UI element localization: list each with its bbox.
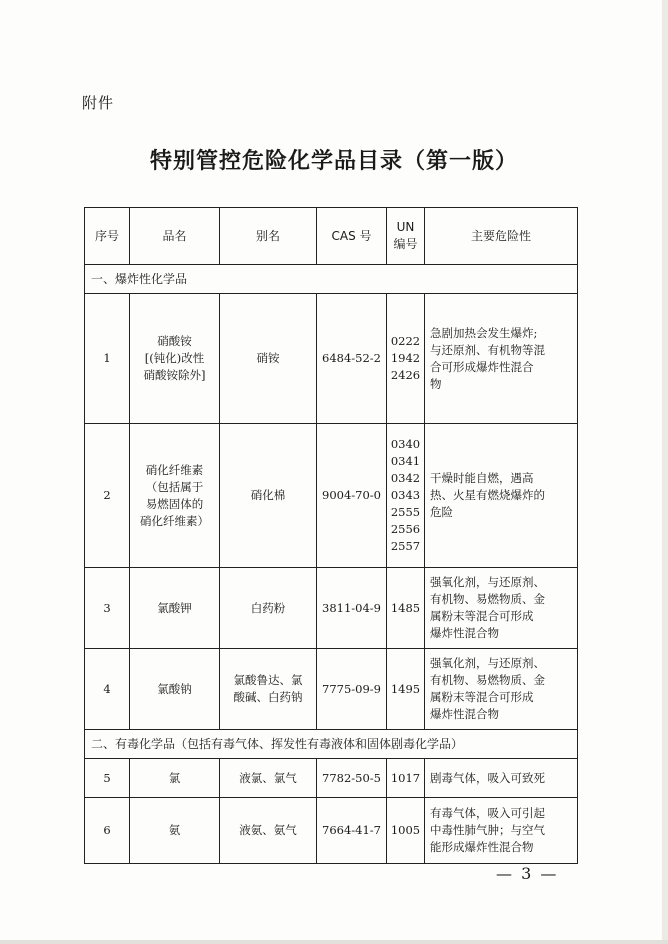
document-title: 特别管控危险化学品目录（第一版） — [149, 149, 518, 174]
hazard-line: 合可形成爆炸性混合 — [430, 359, 534, 374]
un-number: 0343 — [390, 488, 421, 502]
hazard-line: 危险 — [430, 505, 453, 519]
alias-line: 白药粉 — [250, 600, 286, 615]
name-line: 易燃固体的 — [145, 496, 204, 511]
row-name — [130, 798, 220, 864]
alias-line: 氯酸鲁达、氯 — [233, 673, 303, 687]
row-un — [387, 649, 425, 730]
table-row — [85, 649, 578, 730]
section-row — [85, 265, 578, 294]
un-number: 1495 — [390, 681, 421, 696]
header-hazard: 主要危险性 — [425, 208, 578, 265]
row-un — [387, 294, 425, 424]
header-seq: 序号 — [85, 208, 130, 265]
hazard-line: 急剧加热会发生爆炸; — [430, 325, 538, 340]
name-line: 氯酸钠 — [157, 681, 192, 696]
row-alias — [220, 649, 317, 730]
alias-line: 液氯、氯气 — [239, 770, 297, 785]
name-line: 硝化纤维素 — [145, 462, 204, 477]
row-hazard — [425, 759, 578, 798]
row-name — [130, 649, 220, 730]
header-un — [387, 208, 425, 265]
hazard-line: 爆炸性混合物 — [430, 707, 499, 721]
row-seq: 4 — [85, 649, 130, 730]
un-number: 0342 — [390, 471, 421, 485]
alias-line: 硝化棉 — [250, 488, 286, 502]
row-hazard — [425, 294, 578, 424]
hazard-line: 与还原剂、有机物等混 — [430, 342, 545, 357]
un-number: 1017 — [390, 770, 421, 785]
row-un — [387, 568, 425, 649]
alias-line: 硝铵 — [256, 351, 280, 365]
row-name — [130, 294, 220, 424]
hazard-line: 强氧化剂，与还原剂、 — [430, 656, 545, 670]
row-cas: 3811-04-9 — [317, 568, 387, 649]
row-hazard — [425, 424, 578, 568]
hazard-line: 属粉末等混合可形成 — [430, 690, 534, 704]
table-row — [85, 294, 578, 424]
row-seq: 6 — [85, 798, 130, 864]
hazard-line: 爆炸性混合物 — [430, 626, 499, 640]
name-line: [(钝化)改性 — [144, 351, 205, 365]
un-number: 1485 — [390, 600, 421, 615]
un-number: 2555 — [390, 505, 421, 519]
hazard-line: 属粉末等混合可形成 — [430, 609, 534, 623]
row-seq: 1 — [85, 294, 130, 424]
header-un-line: 编号 — [393, 237, 418, 251]
row-un — [387, 759, 425, 798]
hazard-line: 有机物、易燃物质、金 — [430, 673, 545, 687]
un-number: 0341 — [390, 454, 421, 468]
name-line: 硝酸铵 — [157, 334, 192, 348]
name-line: 氨 — [168, 823, 181, 837]
row-cas: 7775-09-9 — [317, 649, 387, 730]
table-body — [85, 265, 578, 864]
row-hazard — [425, 649, 578, 730]
row-cas: 7664-41-7 — [317, 798, 387, 864]
header-un-line: UN — [396, 220, 415, 234]
row-alias — [220, 568, 317, 649]
row-name — [130, 759, 220, 798]
scan-edge — [0, 940, 668, 944]
alias-line: 液氨、氨气 — [239, 823, 297, 837]
table-row — [85, 568, 578, 649]
hazard-line: 有机物、易燃物质、金 — [430, 592, 545, 606]
row-name — [130, 568, 220, 649]
table-header-row — [85, 208, 578, 265]
section-row — [85, 730, 578, 759]
row-alias — [220, 424, 317, 568]
row-un — [387, 424, 425, 568]
row-cas: 6484-52-2 — [317, 294, 387, 424]
attachment-label: 附件 — [82, 94, 115, 112]
chemical-catalog-table — [84, 207, 578, 864]
table-row — [85, 759, 578, 798]
section-title: 一、爆炸性化学品 — [85, 265, 578, 294]
row-seq: 2 — [85, 424, 130, 568]
hazard-line: 有毒气体，吸入可引起 — [430, 806, 545, 820]
row-cas: 9004-70-0 — [317, 424, 387, 568]
hazard-line: 热、火星有燃烧爆炸的 — [430, 488, 545, 502]
row-alias — [220, 759, 317, 798]
hazard-line: 中毒性肺气肿；与空气 — [430, 823, 545, 837]
name-line: 硝化纤维素） — [140, 513, 209, 528]
name-line: 氯酸钾 — [157, 600, 192, 615]
alias-line: 酸碱、白药钠 — [233, 690, 303, 704]
un-number: 0340 — [390, 437, 421, 451]
hazard-line: 干燥时能自燃，遇高 — [430, 471, 534, 485]
row-alias — [220, 294, 317, 424]
row-hazard — [425, 798, 578, 864]
row-alias — [220, 798, 317, 864]
header-cas: CAS 号 — [317, 208, 387, 265]
hazard-line: 强氧化剂，与还原剂、 — [430, 575, 545, 589]
row-name — [130, 424, 220, 568]
row-hazard — [425, 568, 578, 649]
name-line: （包括属于 — [145, 479, 204, 494]
hazard-line: 能形成爆炸性混合物 — [430, 840, 534, 854]
name-line: 氯 — [168, 770, 181, 785]
hazard-line: 物 — [430, 376, 442, 391]
header-name: 品名 — [130, 208, 220, 265]
un-number: 2556 — [390, 522, 421, 536]
page-number: — 3 — — [496, 864, 559, 883]
row-cas: 7782-50-5 — [317, 759, 387, 798]
header-alias: 别名 — [220, 208, 317, 265]
un-number: 2557 — [390, 539, 421, 553]
row-seq: 3 — [85, 568, 130, 649]
un-number: 1005 — [390, 823, 421, 837]
row-seq: 5 — [85, 759, 130, 798]
section-title: 二、有毒化学品（包括有毒气体、挥发性有毒液体和固体剧毒化学品） — [85, 730, 578, 759]
table-row — [85, 798, 578, 864]
hazard-line: 剧毒气体，吸入可致死 — [430, 770, 545, 785]
row-un — [387, 798, 425, 864]
scan-edge — [662, 0, 668, 944]
un-number: 2426 — [390, 368, 421, 382]
name-line: 硝酸铵除外] — [143, 368, 206, 382]
un-number: 0222 — [390, 334, 421, 348]
table-row — [85, 424, 578, 568]
un-number: 1942 — [390, 351, 421, 365]
